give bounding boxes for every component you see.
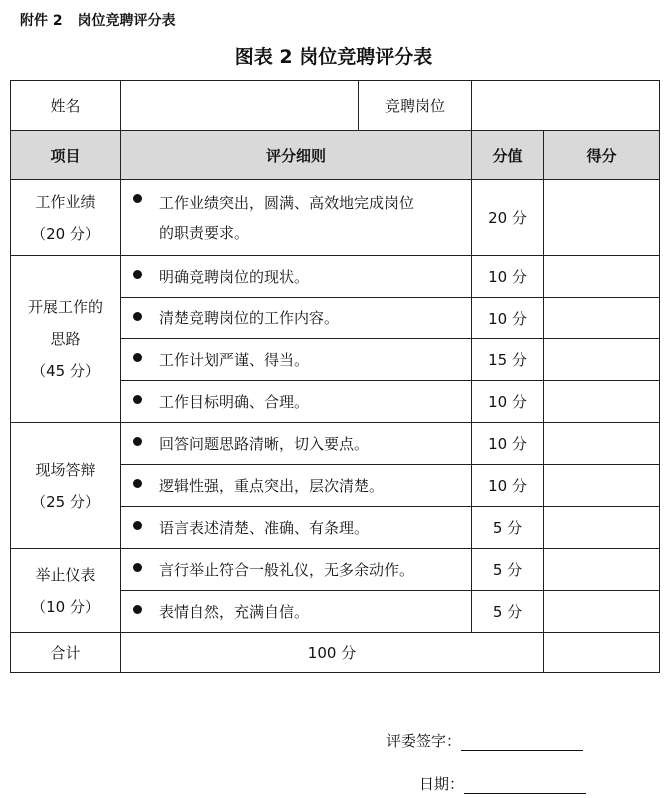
- score-input[interactable]: [544, 339, 660, 381]
- category-points: （45 分）: [31, 362, 100, 380]
- name-label: 姓名: [11, 81, 121, 131]
- bullet-icon: [133, 312, 142, 321]
- total-label: 合计: [11, 633, 121, 673]
- attachment-label: [20, 10, 176, 30]
- category-name: 工作业绩: [35, 192, 96, 211]
- score-input[interactable]: [544, 256, 660, 298]
- criterion-cell: [121, 507, 472, 549]
- page-title: 图表 2 岗位竞聘评分表: [234, 46, 433, 68]
- bullet-icon: [133, 353, 142, 362]
- header-row: [11, 131, 660, 180]
- bullet-icon: [133, 521, 142, 530]
- criterion-text: 明确竞聘岗位的现状。: [159, 267, 310, 286]
- bullet-icon: [133, 194, 142, 203]
- reviewer-signature: [386, 730, 583, 751]
- criterion-cell: [121, 298, 472, 339]
- criterion-value: 10 分: [472, 423, 544, 465]
- reviewer-signature-field[interactable]: [461, 734, 583, 751]
- category-name: 举止仪表: [35, 565, 96, 584]
- score-input[interactable]: [544, 298, 660, 339]
- position-field[interactable]: [472, 81, 660, 131]
- table-row: [11, 549, 660, 591]
- category-cell: [11, 549, 121, 633]
- bullet-icon: [133, 437, 142, 446]
- criterion-text: 语言表述清楚、准确、有条理。: [159, 518, 370, 537]
- date-label: 日期：: [419, 775, 465, 793]
- score-input[interactable]: [544, 465, 660, 507]
- total-row: [11, 633, 660, 673]
- score-input[interactable]: [544, 549, 660, 591]
- reviewer-signature-label: 评委签字：: [386, 732, 462, 750]
- total-value: 100 分: [121, 633, 544, 673]
- criterion-cell: [121, 465, 472, 507]
- header-detail: 评分细则: [265, 146, 326, 165]
- criterion-text: 清楚竞聘岗位的工作内容。: [159, 309, 340, 327]
- table-row: [11, 180, 660, 256]
- header-value: 分值: [492, 146, 523, 165]
- criterion-text: 工作目标明确、合理。: [159, 392, 310, 411]
- category-cell: [11, 180, 121, 256]
- table-row: [11, 256, 660, 298]
- table-row: [11, 423, 660, 465]
- bullet-icon: [133, 605, 142, 614]
- category-name: 现场答辩: [35, 460, 96, 479]
- criterion-text: 表情自然，充满自信。: [159, 602, 310, 621]
- criterion-value: 10 分: [472, 465, 544, 507]
- criterion-value: 5 分: [472, 549, 544, 591]
- header-item: 项目: [50, 146, 81, 165]
- criterion-text: 工作业绩突出，圆满、高效地完成岗位: [159, 193, 415, 212]
- criterion-cell: [121, 339, 472, 381]
- score-input[interactable]: [544, 507, 660, 549]
- bullet-icon: [133, 563, 142, 572]
- criterion-text: 工作计划严谨、得当。: [159, 350, 310, 369]
- bullet-icon: [133, 395, 142, 404]
- criterion-value: 10 分: [472, 381, 544, 423]
- score-input[interactable]: [544, 591, 660, 633]
- criterion-cell: [121, 423, 472, 465]
- scoring-table: [10, 80, 660, 673]
- criterion-text: 回答问题思路清晰，切入要点。: [159, 434, 370, 453]
- attachment-number: 附件 2: [20, 13, 63, 29]
- attachment-name: 岗位竞聘评分表: [77, 13, 176, 29]
- criterion-cell: [121, 381, 472, 423]
- header-score: 得分: [586, 146, 617, 165]
- criterion-value: 15 分: [472, 339, 544, 381]
- score-input[interactable]: [544, 381, 660, 423]
- score-input[interactable]: [544, 423, 660, 465]
- candidate-info-row: [11, 81, 660, 131]
- date-field[interactable]: [464, 777, 586, 794]
- criterion-value: 10 分: [472, 256, 544, 298]
- category-cell: [11, 256, 121, 423]
- criterion-text: 言行举止符合一般礼仪，无多余动作。: [159, 560, 415, 579]
- criterion-value: 5 分: [472, 507, 544, 549]
- criterion-cell: [121, 256, 472, 298]
- signature-date: [419, 773, 586, 794]
- criterion-text: 逻辑性强，重点突出，层次清楚。: [159, 476, 385, 495]
- category-points: （10 分）: [31, 597, 100, 616]
- criterion-cell: [121, 591, 472, 633]
- bullet-icon: [133, 479, 142, 488]
- criterion-value: 20 分: [472, 180, 544, 256]
- criterion-value: 10 分: [472, 298, 544, 339]
- score-input[interactable]: [544, 180, 660, 256]
- category-points: （25 分）: [31, 492, 100, 511]
- bullet-icon: [133, 270, 142, 279]
- criterion-cell: [121, 180, 472, 256]
- category-name: 开展工作的: [27, 298, 103, 316]
- category-cell: [11, 423, 121, 549]
- name-field[interactable]: [121, 81, 359, 131]
- total-score-input[interactable]: [544, 633, 660, 673]
- category-points: （20 分）: [31, 224, 100, 243]
- criterion-cell: [121, 549, 472, 591]
- criterion-value: 5 分: [472, 591, 544, 633]
- position-label: 竞聘岗位: [359, 81, 472, 131]
- criterion-text: 的职责要求。: [159, 223, 250, 242]
- category-name: 思路: [50, 330, 81, 348]
